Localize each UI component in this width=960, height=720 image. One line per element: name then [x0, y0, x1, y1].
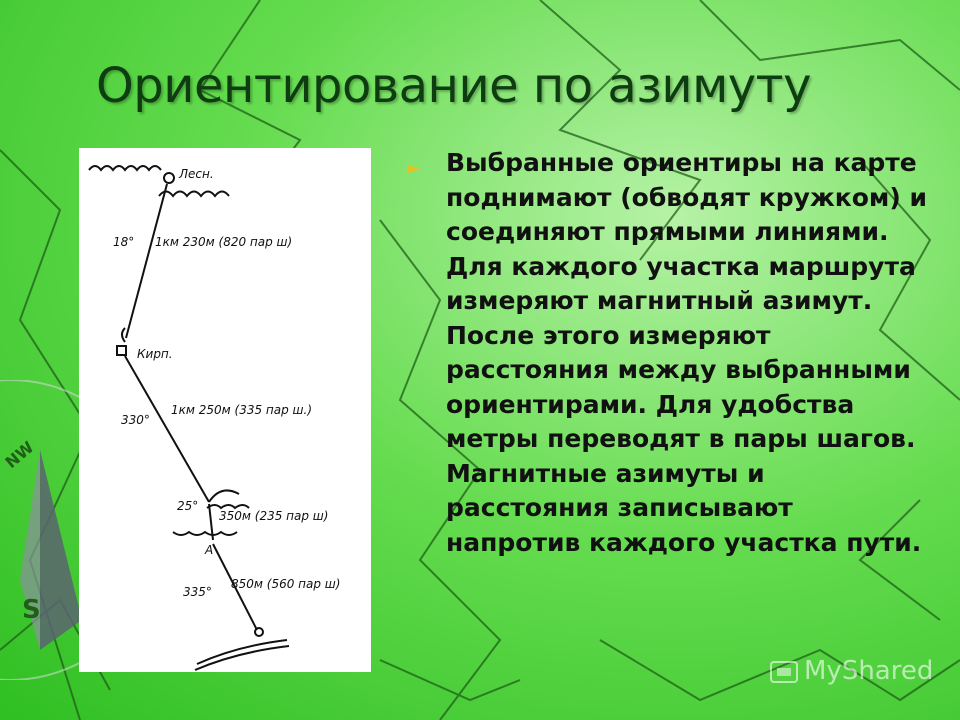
road-bend: [209, 490, 239, 502]
label-point-a: А: [205, 543, 214, 557]
route-diagram: [79, 148, 371, 672]
label-brick: Кирп.: [137, 347, 173, 361]
label-azimuth-2: 330°: [121, 413, 150, 427]
label-forest: Лесн.: [179, 167, 214, 181]
forest-symbol-b-icon: [173, 532, 237, 535]
compass-needle-icon: [40, 450, 82, 650]
forest-symbol-bottom-icon: [159, 192, 229, 197]
label-distance-2: 1км 250м (335 пар ш.): [171, 403, 313, 417]
label-azimuth-3: 25°: [177, 499, 199, 513]
landmark-end-circle: [255, 628, 263, 636]
forest-symbol-top-icon: [89, 166, 161, 170]
road-curve-1: [197, 640, 287, 664]
label-distance-3: 350м (235 пар ш): [219, 509, 329, 523]
label-azimuth-1: 18°: [113, 235, 135, 249]
compass-nw-label: NW: [1, 437, 38, 473]
route-segment-1: [126, 184, 167, 338]
bullet-item: [408, 146, 928, 560]
slide-title: Ориентирование по азимуту: [96, 58, 812, 114]
watermark-logo-icon: [768, 656, 802, 690]
label-distance-4: 850м (560 пар ш): [231, 577, 341, 591]
label-distance-1: 1км 230м (820 пар ш): [155, 235, 293, 249]
compass-s-label: S: [22, 595, 41, 625]
landmark-forest-circle: [164, 173, 174, 183]
bullet-text: Выбранные ориентиры на карте поднимают (обводят кружком) и соединяют прямыми линиями. Для каждого участка маршрута измеряют магнитный азимут. После этого измеряют расстояния между выбранными ориентирами. Для удобства метры переводят в пары шагов. Магнитные азимуты и расстояния записывают напротив каждого участка пути.: [446, 148, 927, 557]
brick-factory-icon: [117, 346, 126, 355]
route-map: [79, 148, 371, 672]
route-segment-2: [125, 356, 209, 502]
watermark-text: MyShared: [804, 656, 934, 686]
forest-symbol-a-icon: [207, 505, 249, 508]
road-tick-1: [122, 328, 125, 342]
label-azimuth-4: 335°: [183, 585, 212, 599]
triangle-bullet-icon: ►: [408, 158, 421, 177]
